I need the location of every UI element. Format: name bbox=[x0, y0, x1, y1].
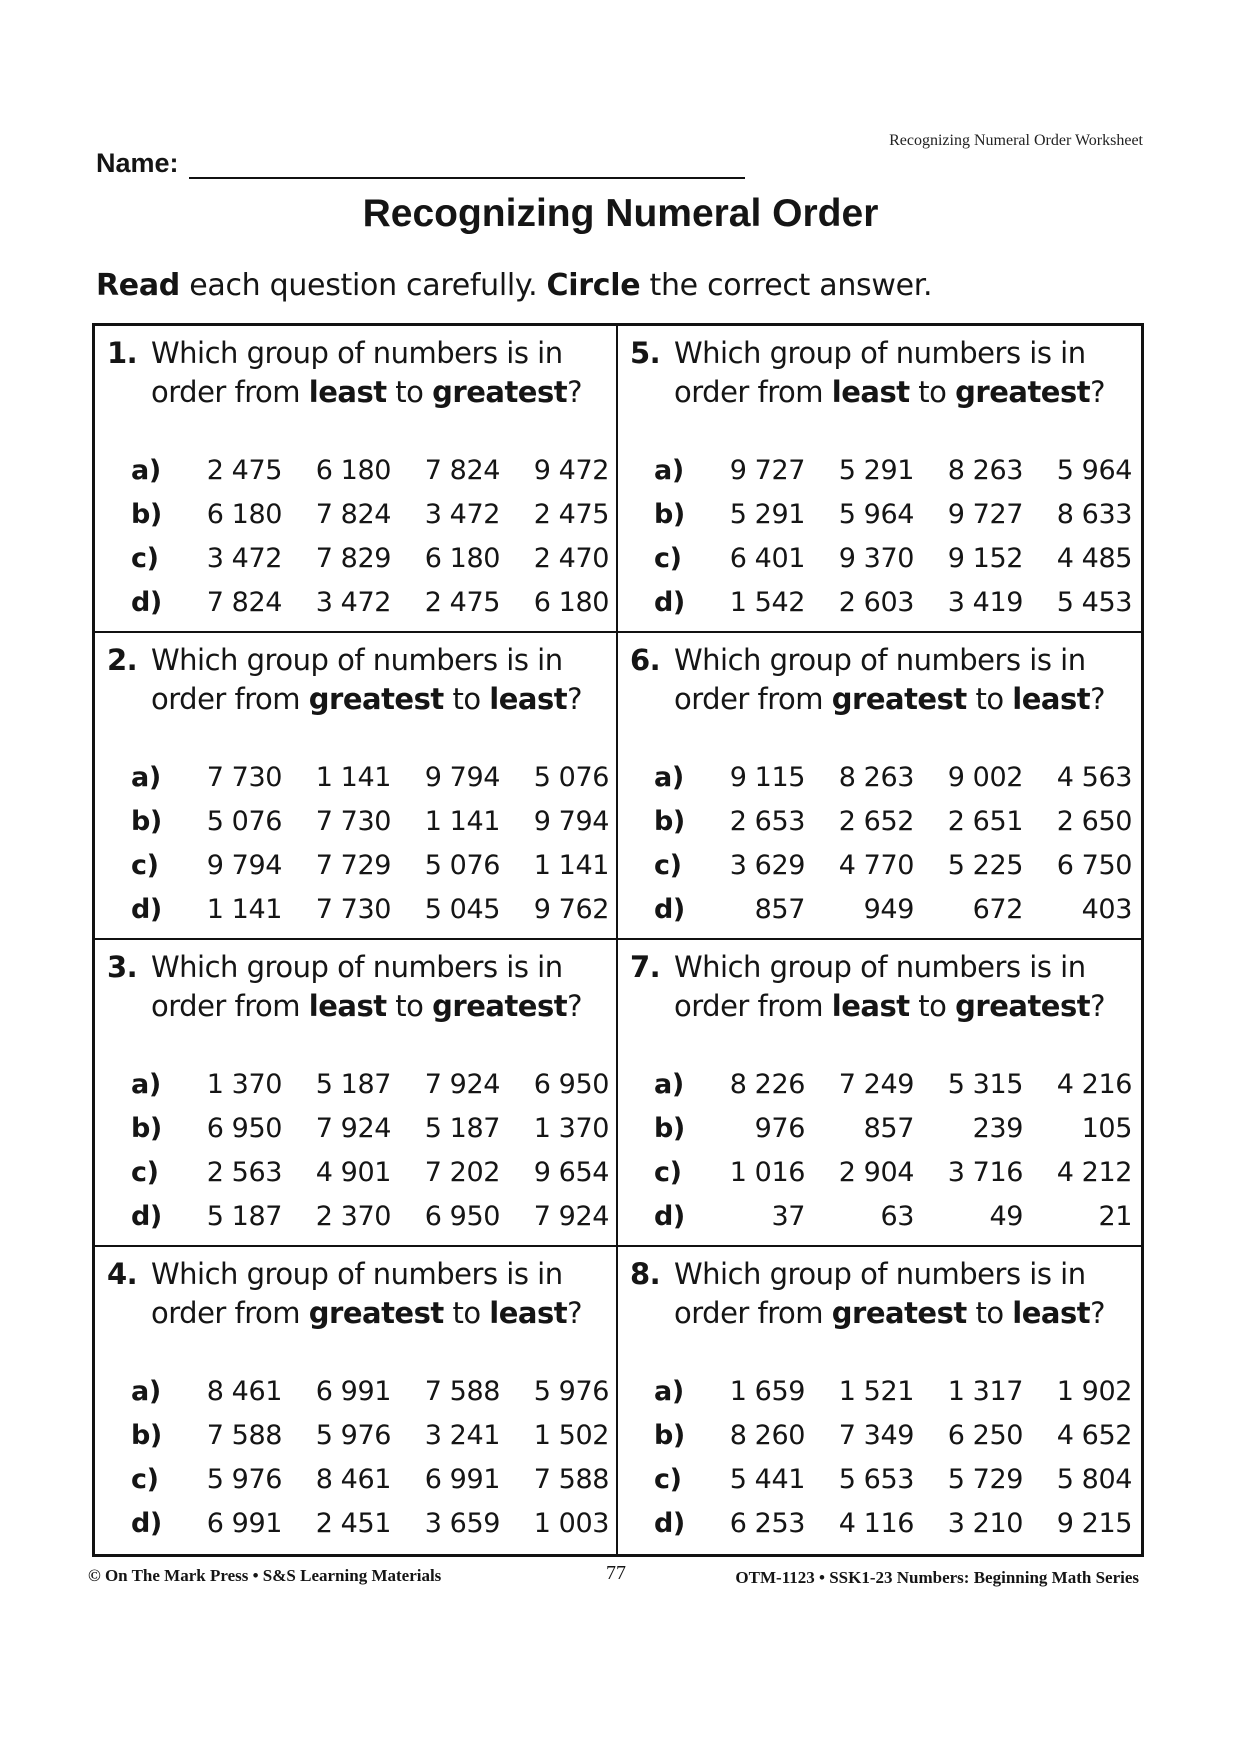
answer-option[interactable] bbox=[131, 1369, 609, 1413]
option-number: 2 470 bbox=[533, 542, 609, 574]
page-title: Recognizing Numeral Order bbox=[362, 192, 879, 235]
option-number: 1 141 bbox=[533, 849, 609, 881]
option-number: 9 215 bbox=[1056, 1507, 1132, 1539]
option-number: 976 bbox=[754, 1112, 805, 1144]
option-number: 5 976 bbox=[315, 1419, 391, 1451]
option-number: 5 453 bbox=[1056, 586, 1132, 618]
question-text-part: order from bbox=[674, 989, 832, 1023]
option-letter: a) bbox=[654, 1375, 684, 1407]
option-number: 5 076 bbox=[533, 761, 609, 793]
option-number: 4 770 bbox=[838, 849, 914, 881]
question-line-2 bbox=[674, 987, 1105, 1026]
option-number: 3 472 bbox=[424, 498, 500, 530]
option-number: 8 633 bbox=[1056, 498, 1132, 530]
question-bold-word: least bbox=[489, 1296, 568, 1330]
question-text-part: to bbox=[909, 375, 956, 409]
option-number: 6 950 bbox=[206, 1112, 282, 1144]
option-letter: c) bbox=[654, 849, 682, 881]
question-line-2 bbox=[151, 1294, 582, 1333]
answer-option[interactable] bbox=[131, 843, 609, 887]
answer-options bbox=[131, 755, 609, 931]
question-bold-word: least bbox=[1012, 682, 1091, 716]
instructions-circle: Circle bbox=[546, 268, 641, 303]
question-text-part: to bbox=[909, 989, 956, 1023]
option-number: 7 730 bbox=[206, 761, 282, 793]
option-number: 8 461 bbox=[206, 1375, 282, 1407]
option-number: 6 180 bbox=[315, 454, 391, 486]
option-number: 37 bbox=[771, 1200, 805, 1232]
option-number: 1 542 bbox=[729, 586, 805, 618]
option-number: 6 950 bbox=[533, 1068, 609, 1100]
option-letter: c) bbox=[131, 1156, 159, 1188]
answer-option[interactable] bbox=[131, 1106, 609, 1150]
question-line-1: Which group of numbers is in bbox=[674, 643, 1086, 677]
answer-option[interactable] bbox=[654, 1457, 1132, 1501]
option-number: 6 180 bbox=[206, 498, 282, 530]
question-cell bbox=[95, 633, 618, 940]
answer-options bbox=[131, 1369, 609, 1545]
option-number: 4 116 bbox=[838, 1507, 914, 1539]
option-letter: b) bbox=[131, 805, 162, 837]
option-letter: d) bbox=[131, 586, 162, 618]
question-bold-word: least bbox=[831, 989, 910, 1023]
option-number: 9 370 bbox=[838, 542, 914, 574]
question-number: 1. bbox=[107, 336, 138, 370]
question-bold-word: least bbox=[1012, 1296, 1091, 1330]
option-number: 3 210 bbox=[947, 1507, 1023, 1539]
question-bold-word: greatest bbox=[432, 375, 568, 409]
question-number: 4. bbox=[107, 1257, 138, 1291]
answer-option[interactable] bbox=[131, 1062, 609, 1106]
option-number: 3 472 bbox=[206, 542, 282, 574]
question-cell bbox=[618, 940, 1141, 1247]
option-number: 8 263 bbox=[838, 761, 914, 793]
option-number: 105 bbox=[1081, 1112, 1132, 1144]
question-text-part: to bbox=[966, 1296, 1013, 1330]
question-grid bbox=[92, 323, 1144, 1557]
option-letter: b) bbox=[131, 498, 162, 530]
option-number: 5 653 bbox=[838, 1463, 914, 1495]
question-bold-word: least bbox=[831, 375, 910, 409]
option-number: 21 bbox=[1098, 1200, 1132, 1232]
question-text-part: to bbox=[443, 682, 490, 716]
question-line-2 bbox=[151, 680, 582, 719]
option-number: 3 659 bbox=[424, 1507, 500, 1539]
option-number: 5 076 bbox=[206, 805, 282, 837]
option-number: 4 212 bbox=[1056, 1156, 1132, 1188]
question-line-2 bbox=[674, 680, 1105, 719]
question-line-1: Which group of numbers is in bbox=[674, 950, 1086, 984]
option-number: 5 187 bbox=[206, 1200, 282, 1232]
option-number: 1 370 bbox=[206, 1068, 282, 1100]
question-bold-word: greatest bbox=[955, 375, 1091, 409]
question-bold-word: greatest bbox=[308, 682, 444, 716]
option-number: 6 991 bbox=[424, 1463, 500, 1495]
name-row bbox=[96, 148, 745, 179]
option-letter: a) bbox=[131, 454, 161, 486]
option-number: 5 291 bbox=[729, 498, 805, 530]
answer-option[interactable] bbox=[131, 580, 609, 624]
option-number: 5 964 bbox=[1056, 454, 1132, 486]
option-number: 7 588 bbox=[206, 1419, 282, 1451]
question-number: 6. bbox=[630, 643, 661, 677]
question-line-2 bbox=[674, 1294, 1105, 1333]
question-text bbox=[630, 948, 1133, 1026]
answer-options bbox=[131, 448, 609, 624]
option-letter: a) bbox=[131, 761, 161, 793]
option-number: 1 141 bbox=[206, 893, 282, 925]
question-text-part: order from bbox=[674, 682, 832, 716]
option-number: 63 bbox=[880, 1200, 914, 1232]
option-letter: a) bbox=[131, 1375, 161, 1407]
option-number: 3 472 bbox=[315, 586, 391, 618]
option-number: 1 521 bbox=[838, 1375, 914, 1407]
question-text-part: to bbox=[386, 989, 433, 1023]
question-text-part: ? bbox=[567, 1296, 583, 1330]
option-number: 857 bbox=[863, 1112, 914, 1144]
question-cell bbox=[618, 633, 1141, 940]
answer-option[interactable] bbox=[131, 448, 609, 492]
option-letter: d) bbox=[131, 1507, 162, 1539]
option-letter: b) bbox=[654, 498, 685, 530]
question-text-part: ? bbox=[567, 682, 583, 716]
option-number: 49 bbox=[989, 1200, 1023, 1232]
option-number: 5 187 bbox=[424, 1112, 500, 1144]
answer-option[interactable] bbox=[654, 1062, 1132, 1106]
option-letter: c) bbox=[131, 1463, 159, 1495]
option-number: 1 016 bbox=[729, 1156, 805, 1188]
option-number: 6 180 bbox=[533, 586, 609, 618]
answer-option[interactable] bbox=[131, 1194, 609, 1238]
option-letter: b) bbox=[654, 1419, 685, 1451]
option-number: 5 187 bbox=[315, 1068, 391, 1100]
option-letter: d) bbox=[654, 1200, 685, 1232]
option-number: 7 824 bbox=[315, 498, 391, 530]
worksheet-label: Recognizing Numeral Order Worksheet bbox=[889, 132, 1143, 149]
option-letter: b) bbox=[654, 805, 685, 837]
question-number: 2. bbox=[107, 643, 138, 677]
option-letter: c) bbox=[654, 1156, 682, 1188]
option-number: 6 401 bbox=[729, 542, 805, 574]
option-letter: b) bbox=[131, 1419, 162, 1451]
option-number: 239 bbox=[972, 1112, 1023, 1144]
question-text-part: ? bbox=[567, 375, 583, 409]
option-number: 6 180 bbox=[424, 542, 500, 574]
option-number: 2 475 bbox=[533, 498, 609, 530]
option-number: 1 317 bbox=[947, 1375, 1023, 1407]
option-number: 5 804 bbox=[1056, 1463, 1132, 1495]
answer-options bbox=[654, 755, 1132, 931]
option-number: 8 226 bbox=[729, 1068, 805, 1100]
instructions-text-1: each question carefully. bbox=[179, 268, 547, 303]
question-number: 7. bbox=[630, 950, 661, 984]
option-number: 6 991 bbox=[315, 1375, 391, 1407]
option-number: 7 924 bbox=[533, 1200, 609, 1232]
question-text bbox=[107, 334, 608, 412]
option-number: 9 115 bbox=[729, 761, 805, 793]
question-text-part: ? bbox=[567, 989, 583, 1023]
answer-option[interactable] bbox=[654, 1194, 1132, 1238]
question-text-part: ? bbox=[1090, 375, 1106, 409]
option-number: 5 076 bbox=[424, 849, 500, 881]
answer-option[interactable] bbox=[654, 887, 1132, 931]
option-number: 1 370 bbox=[533, 1112, 609, 1144]
option-number: 2 653 bbox=[729, 805, 805, 837]
option-number: 7 202 bbox=[424, 1156, 500, 1188]
option-number: 1 659 bbox=[729, 1375, 805, 1407]
option-number: 6 250 bbox=[947, 1419, 1023, 1451]
option-number: 7 588 bbox=[533, 1463, 609, 1495]
answer-option[interactable] bbox=[654, 799, 1132, 843]
option-number: 2 652 bbox=[838, 805, 914, 837]
option-number: 7 349 bbox=[838, 1419, 914, 1451]
option-number: 9 472 bbox=[533, 454, 609, 486]
question-bold-word: greatest bbox=[308, 1296, 444, 1330]
question-text bbox=[107, 948, 608, 1026]
footer-copyright: © On The Mark Press • S&S Learning Materials bbox=[88, 1566, 442, 1585]
footer-page-number: 77 bbox=[606, 1562, 626, 1584]
option-letter: d) bbox=[654, 893, 685, 925]
option-letter: d) bbox=[131, 893, 162, 925]
option-number: 2 650 bbox=[1056, 805, 1132, 837]
option-number: 9 727 bbox=[729, 454, 805, 486]
option-number: 5 315 bbox=[947, 1068, 1023, 1100]
question-cell bbox=[95, 1247, 618, 1554]
name-label: Name: bbox=[96, 148, 179, 178]
question-text-part: order from bbox=[151, 989, 309, 1023]
option-number: 8 263 bbox=[947, 454, 1023, 486]
question-text-part: order from bbox=[151, 375, 309, 409]
footer-series: OTM-1123 • SSK1-23 Numbers: Beginning Math Series bbox=[735, 1568, 1139, 1587]
option-number: 6 950 bbox=[424, 1200, 500, 1232]
question-cell bbox=[95, 326, 618, 633]
answer-option[interactable] bbox=[131, 492, 609, 536]
answer-option[interactable] bbox=[131, 1457, 609, 1501]
question-text bbox=[630, 1255, 1133, 1333]
option-number: 1 141 bbox=[315, 761, 391, 793]
option-number: 1 902 bbox=[1056, 1375, 1132, 1407]
option-number: 4 901 bbox=[315, 1156, 391, 1188]
question-bold-word: least bbox=[308, 989, 387, 1023]
answer-options bbox=[131, 1062, 609, 1238]
option-number: 672 bbox=[972, 893, 1023, 925]
option-number: 403 bbox=[1081, 893, 1132, 925]
option-letter: c) bbox=[654, 542, 682, 574]
option-number: 2 370 bbox=[315, 1200, 391, 1232]
option-number: 9 762 bbox=[533, 893, 609, 925]
option-number: 5 976 bbox=[533, 1375, 609, 1407]
answer-option[interactable] bbox=[654, 755, 1132, 799]
option-number: 2 451 bbox=[315, 1507, 391, 1539]
name-line bbox=[189, 149, 745, 179]
option-number: 4 563 bbox=[1056, 761, 1132, 793]
option-number: 949 bbox=[863, 893, 914, 925]
answer-option[interactable] bbox=[654, 1150, 1132, 1194]
question-bold-word: greatest bbox=[831, 1296, 967, 1330]
option-letter: a) bbox=[654, 454, 684, 486]
answer-option[interactable] bbox=[654, 1413, 1132, 1457]
option-number: 7 924 bbox=[424, 1068, 500, 1100]
option-number: 9 152 bbox=[947, 542, 1023, 574]
option-number: 7 729 bbox=[315, 849, 391, 881]
question-bold-word: greatest bbox=[831, 682, 967, 716]
option-number: 2 475 bbox=[206, 454, 282, 486]
question-text-part: to bbox=[386, 375, 433, 409]
answer-option[interactable] bbox=[654, 843, 1132, 887]
answer-option[interactable] bbox=[654, 448, 1132, 492]
question-cell bbox=[95, 940, 618, 1247]
question-text bbox=[630, 334, 1133, 412]
question-text-part: order from bbox=[674, 375, 832, 409]
answer-option[interactable] bbox=[131, 799, 609, 843]
answer-option[interactable] bbox=[131, 1501, 609, 1545]
option-number: 3 419 bbox=[947, 586, 1023, 618]
option-number: 6 750 bbox=[1056, 849, 1132, 881]
option-number: 5 964 bbox=[838, 498, 914, 530]
option-number: 7 924 bbox=[315, 1112, 391, 1144]
option-number: 8 260 bbox=[729, 1419, 805, 1451]
option-number: 5 291 bbox=[838, 454, 914, 486]
option-letter: a) bbox=[654, 1068, 684, 1100]
answer-option[interactable] bbox=[131, 755, 609, 799]
option-number: 9 002 bbox=[947, 761, 1023, 793]
question-text-part: ? bbox=[1090, 1296, 1106, 1330]
question-text-part: order from bbox=[151, 682, 309, 716]
option-letter: d) bbox=[131, 1200, 162, 1232]
question-line-1: Which group of numbers is in bbox=[674, 1257, 1086, 1291]
option-number: 9 794 bbox=[206, 849, 282, 881]
question-bold-word: least bbox=[308, 375, 387, 409]
option-number: 7 824 bbox=[206, 586, 282, 618]
option-number: 9 794 bbox=[533, 805, 609, 837]
option-number: 2 563 bbox=[206, 1156, 282, 1188]
option-number: 4 216 bbox=[1056, 1068, 1132, 1100]
question-cell bbox=[618, 1247, 1141, 1554]
question-number: 5. bbox=[630, 336, 661, 370]
question-line-2 bbox=[151, 987, 582, 1026]
option-number: 4 652 bbox=[1056, 1419, 1132, 1451]
option-number: 3 241 bbox=[424, 1419, 500, 1451]
answer-option[interactable] bbox=[131, 1413, 609, 1457]
option-number: 1 502 bbox=[533, 1419, 609, 1451]
question-line-1: Which group of numbers is in bbox=[674, 336, 1086, 370]
option-letter: c) bbox=[131, 849, 159, 881]
instructions-text-2: the correct answer. bbox=[640, 268, 933, 303]
option-number: 9 654 bbox=[533, 1156, 609, 1188]
question-text-part: to bbox=[966, 682, 1013, 716]
option-number: 7 829 bbox=[315, 542, 391, 574]
option-number: 857 bbox=[754, 893, 805, 925]
option-number: 5 225 bbox=[947, 849, 1023, 881]
question-bold-word: greatest bbox=[432, 989, 568, 1023]
option-number: 7 730 bbox=[315, 893, 391, 925]
answer-option[interactable] bbox=[654, 580, 1132, 624]
option-number: 9 794 bbox=[424, 761, 500, 793]
option-number: 7 588 bbox=[424, 1375, 500, 1407]
question-line-1: Which group of numbers is in bbox=[151, 950, 563, 984]
question-line-2 bbox=[151, 373, 582, 412]
option-number: 8 461 bbox=[315, 1463, 391, 1495]
question-bold-word: least bbox=[489, 682, 568, 716]
option-number: 7 730 bbox=[315, 805, 391, 837]
answer-option[interactable] bbox=[654, 536, 1132, 580]
answer-option[interactable] bbox=[131, 1150, 609, 1194]
question-text-part: ? bbox=[1090, 989, 1106, 1023]
answer-option[interactable] bbox=[131, 536, 609, 580]
question-text-part: order from bbox=[674, 1296, 832, 1330]
option-letter: b) bbox=[654, 1112, 685, 1144]
question-line-1: Which group of numbers is in bbox=[151, 643, 563, 677]
answer-options bbox=[654, 1369, 1132, 1545]
question-text-part: to bbox=[443, 1296, 490, 1330]
option-number: 5 045 bbox=[424, 893, 500, 925]
option-number: 3 629 bbox=[729, 849, 805, 881]
answer-option[interactable] bbox=[654, 1106, 1132, 1150]
option-number: 1 141 bbox=[424, 805, 500, 837]
option-number: 6 991 bbox=[206, 1507, 282, 1539]
answer-option[interactable] bbox=[654, 1501, 1132, 1545]
question-text bbox=[630, 641, 1133, 719]
instructions bbox=[96, 268, 932, 303]
option-number: 2 475 bbox=[424, 586, 500, 618]
option-letter: c) bbox=[654, 1463, 682, 1495]
option-number: 2 904 bbox=[838, 1156, 914, 1188]
answer-options bbox=[654, 448, 1132, 624]
option-letter: c) bbox=[131, 542, 159, 574]
question-cell bbox=[618, 326, 1141, 633]
question-number: 3. bbox=[107, 950, 138, 984]
question-text bbox=[107, 641, 608, 719]
question-line-1: Which group of numbers is in bbox=[151, 336, 563, 370]
option-number: 7 249 bbox=[838, 1068, 914, 1100]
option-number: 2 603 bbox=[838, 586, 914, 618]
answer-option[interactable] bbox=[654, 1369, 1132, 1413]
option-number: 9 727 bbox=[947, 498, 1023, 530]
option-letter: a) bbox=[654, 761, 684, 793]
option-number: 3 716 bbox=[947, 1156, 1023, 1188]
option-number: 2 651 bbox=[947, 805, 1023, 837]
option-number: 6 253 bbox=[729, 1507, 805, 1539]
question-number: 8. bbox=[630, 1257, 661, 1291]
question-text bbox=[107, 1255, 608, 1333]
instructions-read: Read bbox=[96, 268, 180, 303]
question-text-part: ? bbox=[1090, 682, 1106, 716]
question-line-2 bbox=[674, 373, 1105, 412]
answer-options bbox=[654, 1062, 1132, 1238]
option-letter: b) bbox=[131, 1112, 162, 1144]
option-letter: a) bbox=[131, 1068, 161, 1100]
answer-option[interactable] bbox=[131, 887, 609, 931]
option-letter: d) bbox=[654, 586, 685, 618]
answer-option[interactable] bbox=[654, 492, 1132, 536]
option-number: 5 976 bbox=[206, 1463, 282, 1495]
option-number: 1 003 bbox=[533, 1507, 609, 1539]
option-number: 5 729 bbox=[947, 1463, 1023, 1495]
question-bold-word: greatest bbox=[955, 989, 1091, 1023]
question-text-part: order from bbox=[151, 1296, 309, 1330]
question-line-1: Which group of numbers is in bbox=[151, 1257, 563, 1291]
option-number: 7 824 bbox=[424, 454, 500, 486]
option-letter: d) bbox=[654, 1507, 685, 1539]
option-number: 5 441 bbox=[729, 1463, 805, 1495]
option-number: 4 485 bbox=[1056, 542, 1132, 574]
